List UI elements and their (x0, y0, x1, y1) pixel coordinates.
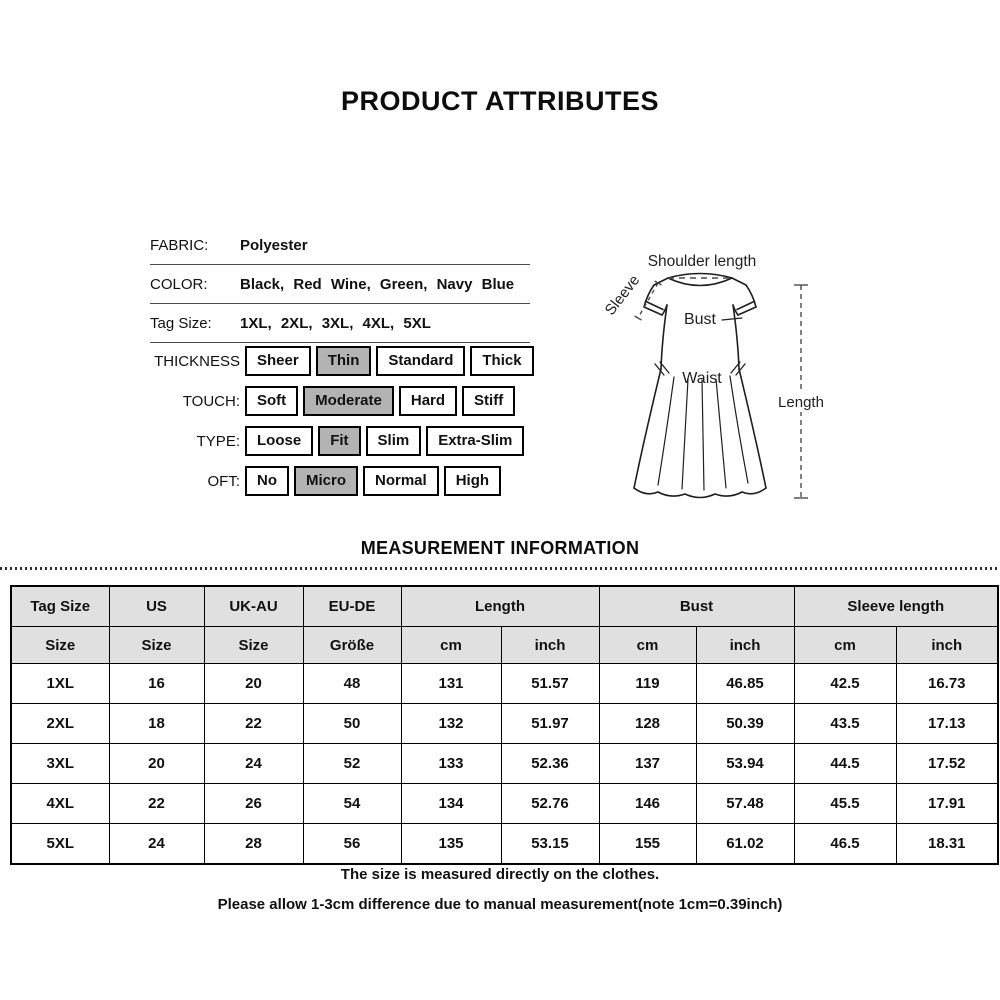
measurement-section-title: MEASUREMENT INFORMATION (360, 538, 640, 558)
table-cell: 57.48 (696, 784, 794, 824)
measure-lines (635, 278, 809, 498)
option-standard: Standard (376, 346, 465, 376)
table-cell: 2XL (11, 704, 109, 744)
table-cell: 18.31 (896, 824, 998, 865)
col-subheader: inch (696, 627, 794, 664)
table-cell: 5XL (11, 824, 109, 865)
label-bust: Bust (683, 311, 717, 328)
table-cell: 134 (401, 784, 501, 824)
col-header: Bust (599, 586, 794, 627)
table-cell: 52.36 (501, 744, 599, 784)
page-title: PRODUCT ATTRIBUTES (341, 86, 659, 116)
option-slim: Slim (366, 426, 422, 456)
table-cell: 43.5 (794, 704, 896, 744)
table-row (11, 744, 998, 784)
table-cell: 51.57 (501, 664, 599, 704)
option-extra-slim: Extra-Slim (426, 426, 524, 456)
table-cell: 17.52 (896, 744, 998, 784)
col-header: Length (401, 586, 599, 627)
table-cell: 131 (401, 664, 501, 704)
option-loose: Loose (245, 426, 313, 456)
col-subheader: Größe (303, 627, 401, 664)
col-header: Tag Size (11, 586, 109, 627)
footer-note-1: The size is measured directly on the clothes. (340, 866, 660, 883)
table-cell: 20 (204, 664, 303, 704)
table-cell: 135 (401, 824, 501, 865)
table-row (11, 704, 998, 744)
table-cell: 61.02 (696, 824, 794, 865)
col-subheader: Size (204, 627, 303, 664)
color-value: Black, Red Wine, Green, Navy Blue (240, 275, 515, 293)
table-cell: 155 (599, 824, 696, 865)
table-cell: 46.5 (794, 824, 896, 865)
option-thin: Thin (316, 346, 372, 376)
tag-size-label: Tag Size: (150, 314, 212, 332)
label-length: Length (778, 394, 824, 411)
table-cell: 24 (109, 824, 204, 865)
option-high: High (444, 466, 501, 496)
option-fit: Fit (318, 426, 360, 456)
col-subheader: cm (401, 627, 501, 664)
table-row (11, 784, 998, 824)
thickness-label: THICKNESS (154, 352, 240, 370)
touch-row (150, 381, 534, 421)
table-cell: 119 (599, 664, 696, 704)
table-cell: 56 (303, 824, 401, 865)
table-cell: 132 (401, 704, 501, 744)
table-cell: 1XL (11, 664, 109, 704)
table-cell: 20 (109, 744, 204, 784)
table-cell: 28 (204, 824, 303, 865)
fabric-row (150, 226, 530, 265)
col-subheader: Size (11, 627, 109, 664)
table-cell: 45.5 (794, 784, 896, 824)
table-cell: 137 (599, 744, 696, 784)
label-waist: Waist (682, 370, 722, 387)
measurement-table (10, 585, 999, 865)
table-cell: 26 (204, 784, 303, 824)
option-sheer: Sheer (245, 346, 311, 376)
col-header: UK-AU (204, 586, 303, 627)
option-thick: Thick (470, 346, 533, 376)
touch-label: TOUCH: (182, 392, 240, 410)
col-subheader: inch (896, 627, 998, 664)
oft-label: OFT: (207, 472, 240, 490)
col-header: US (109, 586, 204, 627)
option-hard: Hard (399, 386, 457, 416)
table-cell: 53.94 (696, 744, 794, 784)
table-cell: 46.85 (696, 664, 794, 704)
option-micro: Micro (294, 466, 358, 496)
table-row (11, 664, 998, 704)
table-cell: 44.5 (794, 744, 896, 784)
option-soft: Soft (245, 386, 298, 416)
tag-size-row (150, 304, 530, 343)
dress-measurement-diagram (588, 245, 878, 515)
table-cell: 17.91 (896, 784, 998, 824)
table-cell: 146 (599, 784, 696, 824)
col-subheader: Size (109, 627, 204, 664)
table-cell: 18 (109, 704, 204, 744)
col-subheader: cm (599, 627, 696, 664)
table-cell: 50.39 (696, 704, 794, 744)
col-subheader: cm (794, 627, 896, 664)
thickness-row (150, 341, 534, 381)
option-stiff: Stiff (462, 386, 515, 416)
footer-note-2: Please allow 1-3cm difference due to manual measurement(note 1cm=0.39inch) (217, 896, 783, 913)
color-row (150, 265, 530, 304)
table-cell: 128 (599, 704, 696, 744)
option-normal: Normal (363, 466, 439, 496)
attribute-option-groups (150, 341, 534, 501)
tag-size-value: 1XL, 2XL, 3XL, 4XL, 5XL (240, 314, 431, 332)
table-cell: 16.73 (896, 664, 998, 704)
table-cell: 54 (303, 784, 401, 824)
table-cell: 51.97 (501, 704, 599, 744)
option-no: No (245, 466, 289, 496)
table-cell: 50 (303, 704, 401, 744)
table-cell: 48 (303, 664, 401, 704)
table-cell: 52.76 (501, 784, 599, 824)
color-label: COLOR: (150, 275, 208, 293)
table-cell: 24 (204, 744, 303, 784)
label-shoulder-length: Shoulder length (647, 253, 757, 270)
table-header-row-1 (11, 586, 998, 627)
attribute-info-list (150, 226, 530, 343)
col-header: Sleeve length (794, 586, 998, 627)
table-cell: 17.13 (896, 704, 998, 744)
table-row (11, 824, 998, 865)
table-cell: 53.15 (501, 824, 599, 865)
option-moderate: Moderate (303, 386, 394, 416)
table-cell: 22 (109, 784, 204, 824)
col-subheader: inch (501, 627, 599, 664)
type-row (150, 421, 534, 461)
fabric-value: Polyester (240, 236, 308, 254)
table-cell: 3XL (11, 744, 109, 784)
oft-row (150, 461, 534, 501)
label-sleeve: Sleeve (601, 271, 644, 319)
table-cell: 42.5 (794, 664, 896, 704)
table-cell: 22 (204, 704, 303, 744)
col-header: EU-DE (303, 586, 401, 627)
table-cell: 52 (303, 744, 401, 784)
table-cell: 16 (109, 664, 204, 704)
dotted-divider (0, 567, 1000, 570)
table-header-row-2 (11, 627, 998, 664)
type-label: TYPE: (196, 432, 240, 450)
fabric-label: FABRIC: (150, 236, 209, 254)
table-cell: 133 (401, 744, 501, 784)
table-cell: 4XL (11, 784, 109, 824)
